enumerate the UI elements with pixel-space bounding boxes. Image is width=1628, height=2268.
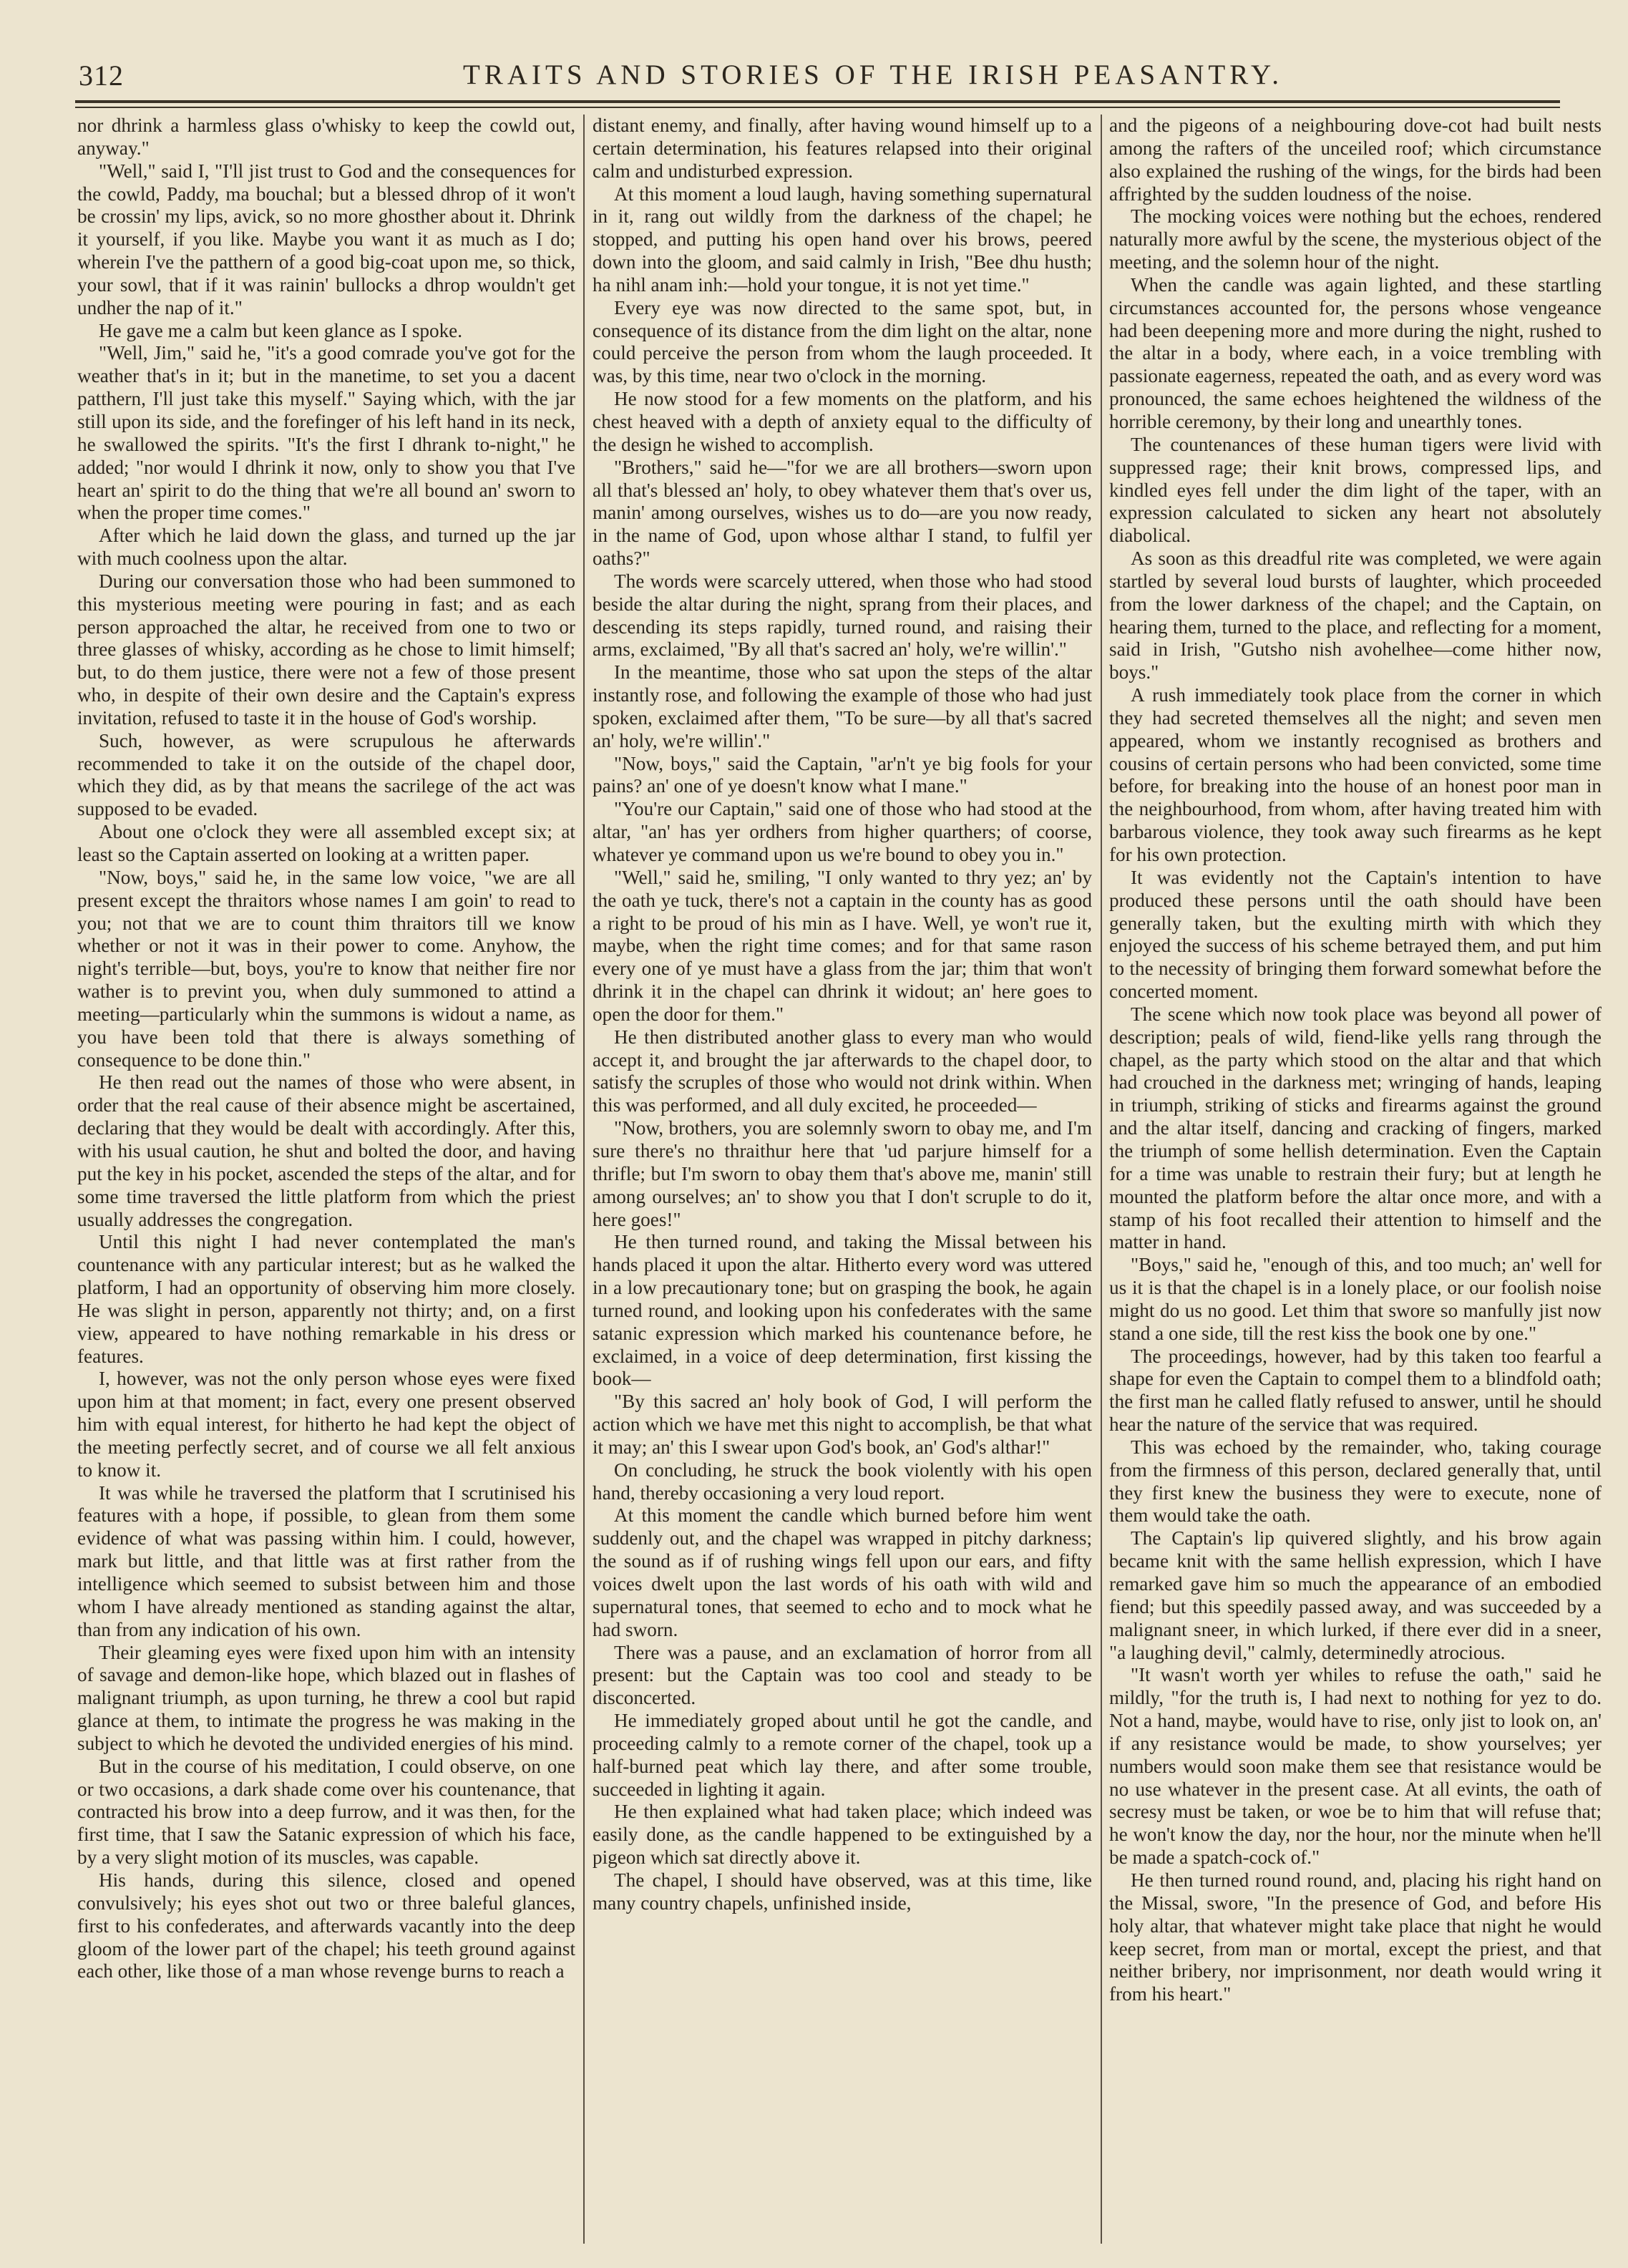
paragraph: He now stood for a few moments on the platform, and his chest heaved with a depth of anxiety equal to the difficulty of the design he wished to accomplish. [593, 388, 1092, 455]
column-divider-1 [583, 115, 585, 2244]
paragraph: During our conversation those who had been summoned to this mysterious meeting were pouring in fast; and as each person approached the altar, he received from one to two or three glasses of whisky, according as he chose to limit himself; but, to do them justice, there were not a few of those present who, in despite of their own desire and the Captain's express invitation, refused to taste it in the house of God's worship. [77, 570, 575, 729]
paragraph: He then turned round round, and, placing his right hand on the Missal, swore, "In the presence of God, and before His holy altar, that whatever might take place that night he would keep secret, from man or mortal, except the priest, and that neither bribery, nor imprisonment, nor death would wring it from his heart." [1109, 1869, 1602, 2005]
paragraph: The Captain's lip quivered slightly, and his brow again became knit with the same hellish expression, which I have remarked gave him so much the appearance of an embodied fiend; but this speedily passed away, and was succeeded by a malignant sneer, in which lurked, if there ever did in a sneer, "a laughing devil," calmly, determinedly atrocious. [1109, 1527, 1602, 1663]
paragraph: After which he laid down the glass, and turned up the jar with much coolness upon the altar. [77, 525, 575, 570]
paragraph: "Well," said he, smiling, "I only wanted to thry yez; an' by the oath ye tuck, there's not a captain in the county has as good a right to be proud of his min as I have. Well, ye won't rue it, maybe, when the right time comes; and for that same rason every one of ye must have a glass from the jar; thim that won't dhrink it in the chapel can dhrink it widout; an' here goes to open the door for them." [593, 866, 1092, 1025]
paragraph: It was evidently not the Captain's intention to have produced these persons until the oath should have been generally taken, but the exulting mirth with which they enjoyed the success of his scheme betrayed them, and put him to the necessity of bringing them forward somewhat before the concerted moment. [1109, 866, 1602, 1003]
text-column-1 [77, 115, 575, 2244]
paragraph: When the candle was again lighted, and these startling circumstances accounted for, the persons whose vengeance had been deepening more and more during the night, rushed to the altar in a body, where each, in a voice trembling with passionate eagerness, repeated the oath, and as every word was pronounced, the same echoes heightened the wildness of the horrible ceremony, by their long and unearthly tones. [1109, 273, 1602, 432]
page-number: 312 [79, 59, 124, 92]
paragraph: He immediately groped about until he got the candle, and proceeding calmly to a remote corner of the chapel, took up a half-burned peat which lay there, and after some trouble, succeeded in lighting it again. [593, 1710, 1092, 1800]
paragraph: There was a pause, and an exclamation of horror from all present: but the Captain was too cool and steady to be disconcerted. [593, 1641, 1092, 1709]
paragraph: "Now, boys," said he, in the same low voice, "we are all present except the thraitors whose names I am goin' to read to you; not that we are to count thim thraitors till we know whether or not it was in their power to come. Anyhow, the night's terrible—but, boys, you're to know that neither fire nor wather is to prevint you, when duly summoned to attind a meeting—particularly whin the summons is widout a name, as you have been told that there is always something of consequence to be done thin." [77, 866, 575, 1071]
paragraph: Their gleaming eyes were fixed upon him with an intensity of savage and demon-like hope, which blazed out in flashes of malignant triumph, as upon turning, he threw a cool but rapid glance at them, to intimate the progress he was making in the subject to which he devoted the undivided energies of his mind. [77, 1641, 575, 1754]
running-title: TRAITS AND STORIES OF THE IRISH PEASANTRY. [463, 59, 1283, 90]
paragraph: and the pigeons of a neighbouring dove-cot had built nests among the rafters of the unceiled roof; which circumstance also explained the rushing of the wings, for the birds had been affrighted by the sudden loudness of the noise. [1109, 115, 1602, 205]
paragraph: I, however, was not the only person whose eyes were fixed upon him at that moment; in fact, every one present observed him with equal interest, for hitherto he had kept the object of the meeting perfectly secret, and of course we all felt anxious to know it. [77, 1368, 575, 1481]
paragraph: Such, however, as were scrupulous he afterwards recommended to take it on the outside of the chapel door, which they did, as by that means the sacrilege of the act was supposed to be evaded. [77, 729, 575, 820]
paragraph: He then explained what had taken place; which indeed was easily done, as the candle happened to be extinguished by a pigeon which sat directly above it. [593, 1801, 1092, 1869]
header-rule-thin [75, 107, 1560, 108]
paragraph: The chapel, I should have observed, was at this time, like many country chapels, unfinished inside, [593, 1869, 1092, 1914]
paragraph: As soon as this dreadful rite was completed, we were again startled by several loud bursts of laughter, which proceeded from the lower darkness of the chapel; and the Captain, on hearing them, turned to the place, and reflecting for a moment, said in Irish, "Gutsho nish avohelhee—come hither now, boys." [1109, 547, 1602, 683]
paragraph: He then turned round, and taking the Missal between his hands placed it upon the altar. Hitherto every word was uttered in a low precautionary tone; but on grasping the book, he again turned round, and looking upon his confederates with the same satanic expression which marked his countenance before, he exclaimed, in a voice of deep determination, first kissing the book— [593, 1231, 1092, 1390]
paragraph: "Well," said I, "I'll jist trust to God and the consequences for the cowld, Paddy, ma bouchal; but a blessed dhrop of it won't be crossin' my lips, avick, so no more ghosther about it. Dhrink it yourself, if you like. Maybe you want it as much as I do; wherein I've the patthern of a good big-coat upon me, so thick, your sowl, that if it was rainin' bullocks a dhrop wouldn't get undher the nap of it." [77, 160, 575, 318]
paragraph: In the meantime, those who sat upon the steps of the altar instantly rose, and following the example of those who had just spoken, exclaimed after them, "To be sure—by all that's sacred an' holy, we're willin'." [593, 661, 1092, 751]
paragraph: "Well, Jim," said he, "it's a good comrade you've got for the weather that's in it; but in the manetime, to set you a dacent patthern, I'll just take this myself." Saying which, with the jar still upon its side, and the forefinger of his left hand in its neck, he swallowed the spirits. "It's the first I dhrank to-night," he added; "nor would I dhrink it now, only to show you that I've heart an' spirit to do the thing that we're all bound an' sworn to when the proper time comes." [77, 342, 575, 524]
paragraph: But in the course of his meditation, I could observe, on one or two occasions, a dark shade come over his countenance, that contracted his brow into a deep furrow, and it was then, for the first time, that I saw the Satanic expression of which his face, by a very slight motion of its muscles, was capable. [77, 1755, 575, 1869]
text-column-3 [1109, 115, 1602, 2244]
paragraph: The words were scarcely uttered, when those who had stood beside the altar during the night, sprang from their places, and descending its steps rapidly, turned round, and raising their arms, exclaimed, "By all that's sacred an' holy, we're willin'." [593, 570, 1092, 661]
paragraph: "By this sacred an' holy book of God, I will perform the action which we have met this night to accomplish, be that what it may; an' this I swear upon God's book, an' God's althar!" [593, 1391, 1092, 1458]
paragraph: He then distributed another glass to every man who would accept it, and brought the jar afterwards to the chapel door, to satisfy the scruples of those who would not drink within. When this was performed, and all duly excited, he proceeded— [593, 1026, 1092, 1116]
paragraph: On concluding, he struck the book violently with his open hand, thereby occasioning a very loud report. [593, 1459, 1092, 1504]
paragraph: "Boys," said he, "enough of this, and too much; an' well for us it is that the chapel is in a lonely place, or our foolish noise might do us no good. Let thim that swore so manfully jist now stand a one side, till the rest kiss the book one by one." [1109, 1254, 1602, 1344]
header-rule-thick [75, 100, 1560, 103]
paragraph: He gave me a calm but keen glance as I spoke. [99, 319, 463, 341]
page-header [79, 59, 1553, 99]
paragraph: nor dhrink a harmless glass o'whisky to keep the cowld out, anyway." [77, 115, 575, 159]
paragraph: "It wasn't worth yer whiles to refuse the oath," said he mildly, "for the truth is, I had next to nothing for yez to do. Not a hand, maybe, would have to rise, only jist to look on, an' if any resistance would be made, to show yourselves; yer numbers would soon make them see that resistance would be no use whatever in the present case. At all evints, the oath of secresy must be taken, or woe be to him that will refuse that; he won't know the day, nor the hour, nor the minute when he'll be made a spatch-cock of." [1109, 1664, 1602, 1869]
paragraph: Until this night I had never contemplated the man's countenance with any particular interest; but as he walked the platform, I had an opportunity of observing him more closely. He was slight in person, apparently not thirty; and, on a first view, appeared to have nothing remarkable in his dress or features. [77, 1231, 575, 1367]
paragraph: The mocking voices were nothing but the echoes, rendered naturally more awful by the scene, the mysterious object of the meeting, and the solemn hour of the night. [1109, 205, 1602, 273]
text-column-2 [593, 115, 1092, 2244]
paragraph: It was while he traversed the platform that I scrutinised his features with a hope, if possible, to glean from them some evidence of what was passing within him. I could, however, mark but little, and that little was at first rather from the intelligence which seemed to subsist between him and those whom I have already mentioned as standing against the altar, than from any indication of his own. [77, 1481, 575, 1640]
paragraph: He then read out the names of those who were absent, in order that the real cause of their absence might be ascertained, declaring that they would be dealt with accordingly. After this, with his usual caution, he shut and bolted the door, and having put the key in his pocket, ascended the steps of the altar, and for some time traversed the little platform from which the priest usually addresses the congregation. [77, 1071, 575, 1230]
paragraph: About one o'clock they were all assembled except six; at least so the Captain asserted on looking at a written paper. [77, 821, 575, 865]
paragraph: At this moment the candle which burned before him went suddenly out, and the chapel was wrapped in pitchy darkness; the sound as if of rushing wings fell upon our ears, and fifty voices dwelt upon the last words of his oath with wild and supernatural tones, that seemed to echo and to mock what he had sworn. [593, 1504, 1092, 1640]
column-divider-2 [1101, 115, 1102, 2244]
paragraph: "Now, brothers, you are solemnly sworn to obay me, and I'm sure there's no thraithur here that 'ud parjure himself for a thrifle; but I'm sworn to obay them that's above me, manin' still among ourselves; an' to show you that I don't scruple to do it, here goes!" [593, 1117, 1092, 1230]
paragraph: The proceedings, however, had by this taken too fearful a shape for even the Captain to compel them to a blindfold oath; the first man he called flatly refused to answer, until he should hear the nature of the service that was required. [1109, 1345, 1602, 1436]
paragraph: "You're our Captain," said one of those who had stood at the altar, "an' has yer ordhers from higher quarthers; of coorse, whatever ye command upon us we're bound to obey you in." [593, 798, 1092, 865]
paragraph: The scene which now took place was beyond all power of description; peals of wild, fiend-like yells rang through the chapel, as the party which stood on the altar and that which had crouched in the darkness met; wringing of hands, leaping in triumph, striking of sticks and firearms against the ground and the altar itself, dancing and cracking of fingers, marked the triumph of some hellish determination. Even the Captain for a time was unable to restrain their fury; but at length he mounted the platform before the altar once more, and with a stamp of his foot recalled their attention to himself and the matter in hand. [1109, 1003, 1602, 1253]
paragraph: His hands, during this silence, closed and opened convulsively; his eyes shot out two or three baleful glances, first to his confederates, and afterwards vacantly into the deep gloom of the lower part of the chapel; his teeth ground against each other, like those of a man whose revenge burns to reach a [77, 1869, 575, 1982]
paragraph: At this moment a loud laugh, having something supernatural in it, rang out wildly from the darkness of the chapel; he stopped, and putting his open hand over his brows, peered down into the gloom, and said calmly in Irish, "Bee dhu husth; ha nihl anam inh:—hold your tongue, it is not yet time." [593, 182, 1092, 296]
paragraph: "Now, boys," said the Captain, "ar'n't ye big fools for your pains? an' one of ye doesn't know what I mane." [593, 752, 1092, 797]
paragraph: "Brothers," said he—"for we are all brothers—sworn upon all that's blessed an' holy, to obey whatever them that's over us, manin' among ourselves, wishes us to do—are you now ready, in the name of God, upon whose althar I stand, to fulfil yer oaths?" [593, 456, 1092, 570]
paragraph: The countenances of these human tigers were livid with suppressed rage; their knit brows, compressed lips, and kindled eyes fell under the dim light of the taper, with an expression calculated to sicken any heart not absolutely diabolical. [1109, 433, 1602, 547]
paragraph: distant enemy, and finally, after having wound himself up to a certain determination, his features relapsed into their original calm and undisturbed expression. [593, 115, 1092, 182]
paragraph: Every eye was now directed to the same spot, but, in consequence of its distance from the dim light on the altar, none could perceive the person from whom the laugh proceeded. It was, by this time, near two o'clock in the morning. [593, 296, 1092, 387]
paragraph: This was echoed by the remainder, who, taking courage from the firmness of this person, declared generally that, until they first knew the business they were to execute, none of them would take the oath. [1109, 1436, 1602, 1527]
paragraph: A rush immediately took place from the corner in which they had secreted themselves all the night; and seven men appeared, whom we instantly recognised as brothers and cousins of certain persons who had been convicted, some time before, for breaking into the house of an honest poor man in the neighbourhood, from whom, after having treated him with barbarous violence, they took away such firearms as he kept for his own protection. [1109, 684, 1602, 865]
